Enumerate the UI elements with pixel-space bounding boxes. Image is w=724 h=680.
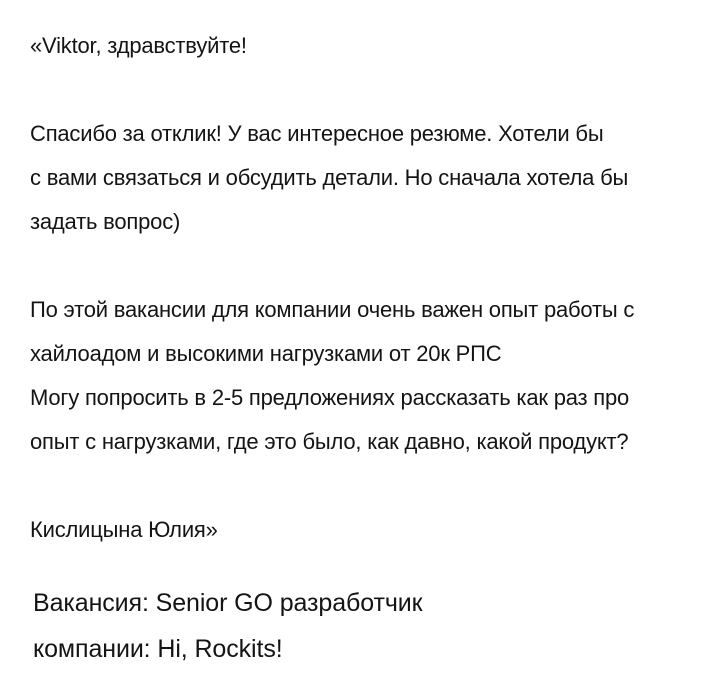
paragraph-1-line-1: Спасибо за отклик! У вас интересное резюме. Хотели бы <box>30 121 604 146</box>
paragraph-spacer <box>30 244 720 288</box>
vacancy-info <box>33 580 422 672</box>
greeting: «Viktor, здравствуйте! <box>30 33 247 58</box>
paragraph-2-line-4: опыт с нагрузками, где это было, как давно, какой продукт? <box>30 429 629 454</box>
signature: Кислицына Юлия» <box>30 517 218 542</box>
vacancy-position: Вакансия: Senior GO разработчик <box>33 589 423 617</box>
paragraph-2-line-2: хайлоадом и высокими нагрузками от 20к РПС <box>30 341 502 366</box>
paragraph-1-line-3: задать вопрос) <box>30 209 181 234</box>
paragraph-2-line-1: По этой вакансии для компании очень важен опыт работы с <box>30 297 635 322</box>
vacancy-company: компании: Hi, Rockits! <box>33 635 283 663</box>
paragraph-1-line-2: с вами связаться и обсудить детали. Но сначала хотела бы <box>30 165 629 190</box>
paragraph-2-line-3: Могу попросить в 2-5 предложениях рассказать как раз про <box>30 385 630 410</box>
message-body <box>30 24 720 552</box>
paragraph-spacer <box>30 464 720 508</box>
paragraph-spacer <box>30 68 720 112</box>
